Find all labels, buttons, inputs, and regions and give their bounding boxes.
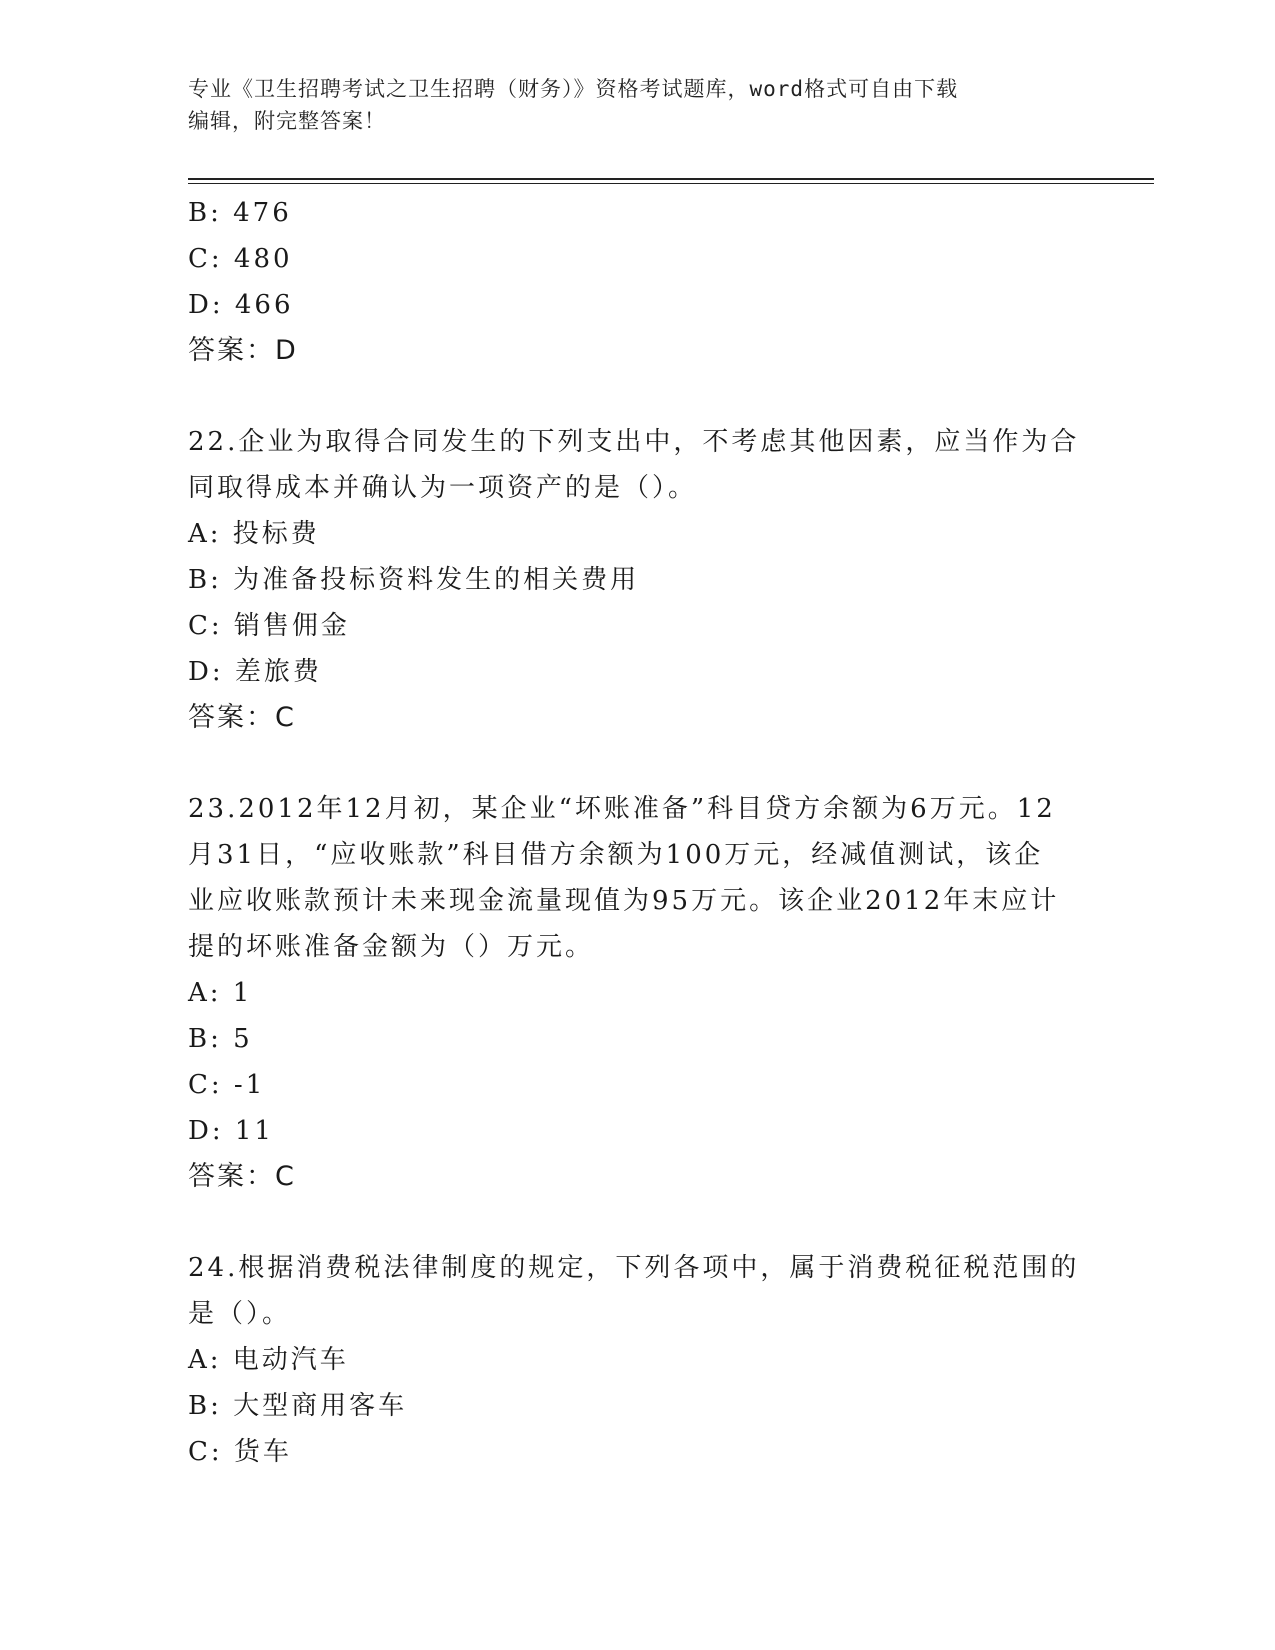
option-a: A: 投标费: [188, 519, 320, 549]
answer: 答案：D: [188, 335, 298, 366]
header-rule-thick: [188, 178, 1154, 180]
answer: 答案：C: [188, 702, 296, 733]
option-a: A: 1: [188, 978, 253, 1008]
option-b: B: 5: [188, 1024, 253, 1054]
header-rule-thin: [188, 183, 1154, 184]
document-header: [188, 73, 1088, 137]
option-b: B: 为准备投标资料发生的相关费用: [188, 565, 640, 595]
option-b: B: 大型商用客车: [188, 1391, 408, 1421]
question-text-line: 业应收账款预计未来现金流量现值为95万元。该企业2012年末应计: [188, 886, 1060, 916]
question-text-line: 月31日，“应收账款”科目借方余额为100万元，经减值测试，该企: [188, 840, 1044, 870]
question-22: [188, 419, 1088, 741]
question-text-line: 22.企业为取得合同发生的下列支出中，不考虑其他因素，应当作为合: [188, 427, 1080, 457]
spacer: [188, 741, 1088, 786]
answer: 答案：C: [188, 1161, 296, 1192]
question-24: [188, 1245, 1088, 1475]
option-b: B: 476: [188, 198, 292, 228]
option-c: C: -1: [188, 1070, 266, 1100]
question-21: [188, 190, 1088, 374]
question-text-line: 是（）。: [188, 1299, 292, 1329]
question-text: [188, 419, 1088, 511]
option-a: A: 电动汽车: [188, 1345, 349, 1375]
question-text: [188, 786, 1088, 970]
spacer: [188, 374, 1088, 419]
option-c: C: 销售佣金: [188, 611, 350, 641]
option-d: D: 11: [188, 1116, 274, 1146]
question-text-line: 同取得成本并确认为一项资产的是（）。: [188, 473, 698, 503]
option-d: D: 466: [188, 290, 294, 320]
question-text-line: 24.根据消费税法律制度的规定，下列各项中，属于消费税征税范围的: [188, 1253, 1080, 1283]
header-line-2: 编辑，附完整答案！: [188, 109, 386, 133]
option-d: D: 差旅费: [188, 657, 322, 687]
question-text-line: 提的坏账准备金额为（）万元。: [188, 932, 595, 962]
question-23: [188, 786, 1088, 1200]
question-text: [188, 1245, 1088, 1337]
question-text-line: 23.2012年12月初，某企业“坏账准备”科目贷方余额为6万元。12: [188, 794, 1056, 824]
header-line-1: 专业《卫生招聘考试之卫生招聘（财务）》资格考试题库，word格式可自由下载: [188, 77, 959, 101]
option-c: C: 480: [188, 244, 293, 274]
spacer: [188, 1200, 1088, 1245]
option-c: C: 货车: [188, 1437, 292, 1467]
question-list: [188, 190, 1088, 1475]
